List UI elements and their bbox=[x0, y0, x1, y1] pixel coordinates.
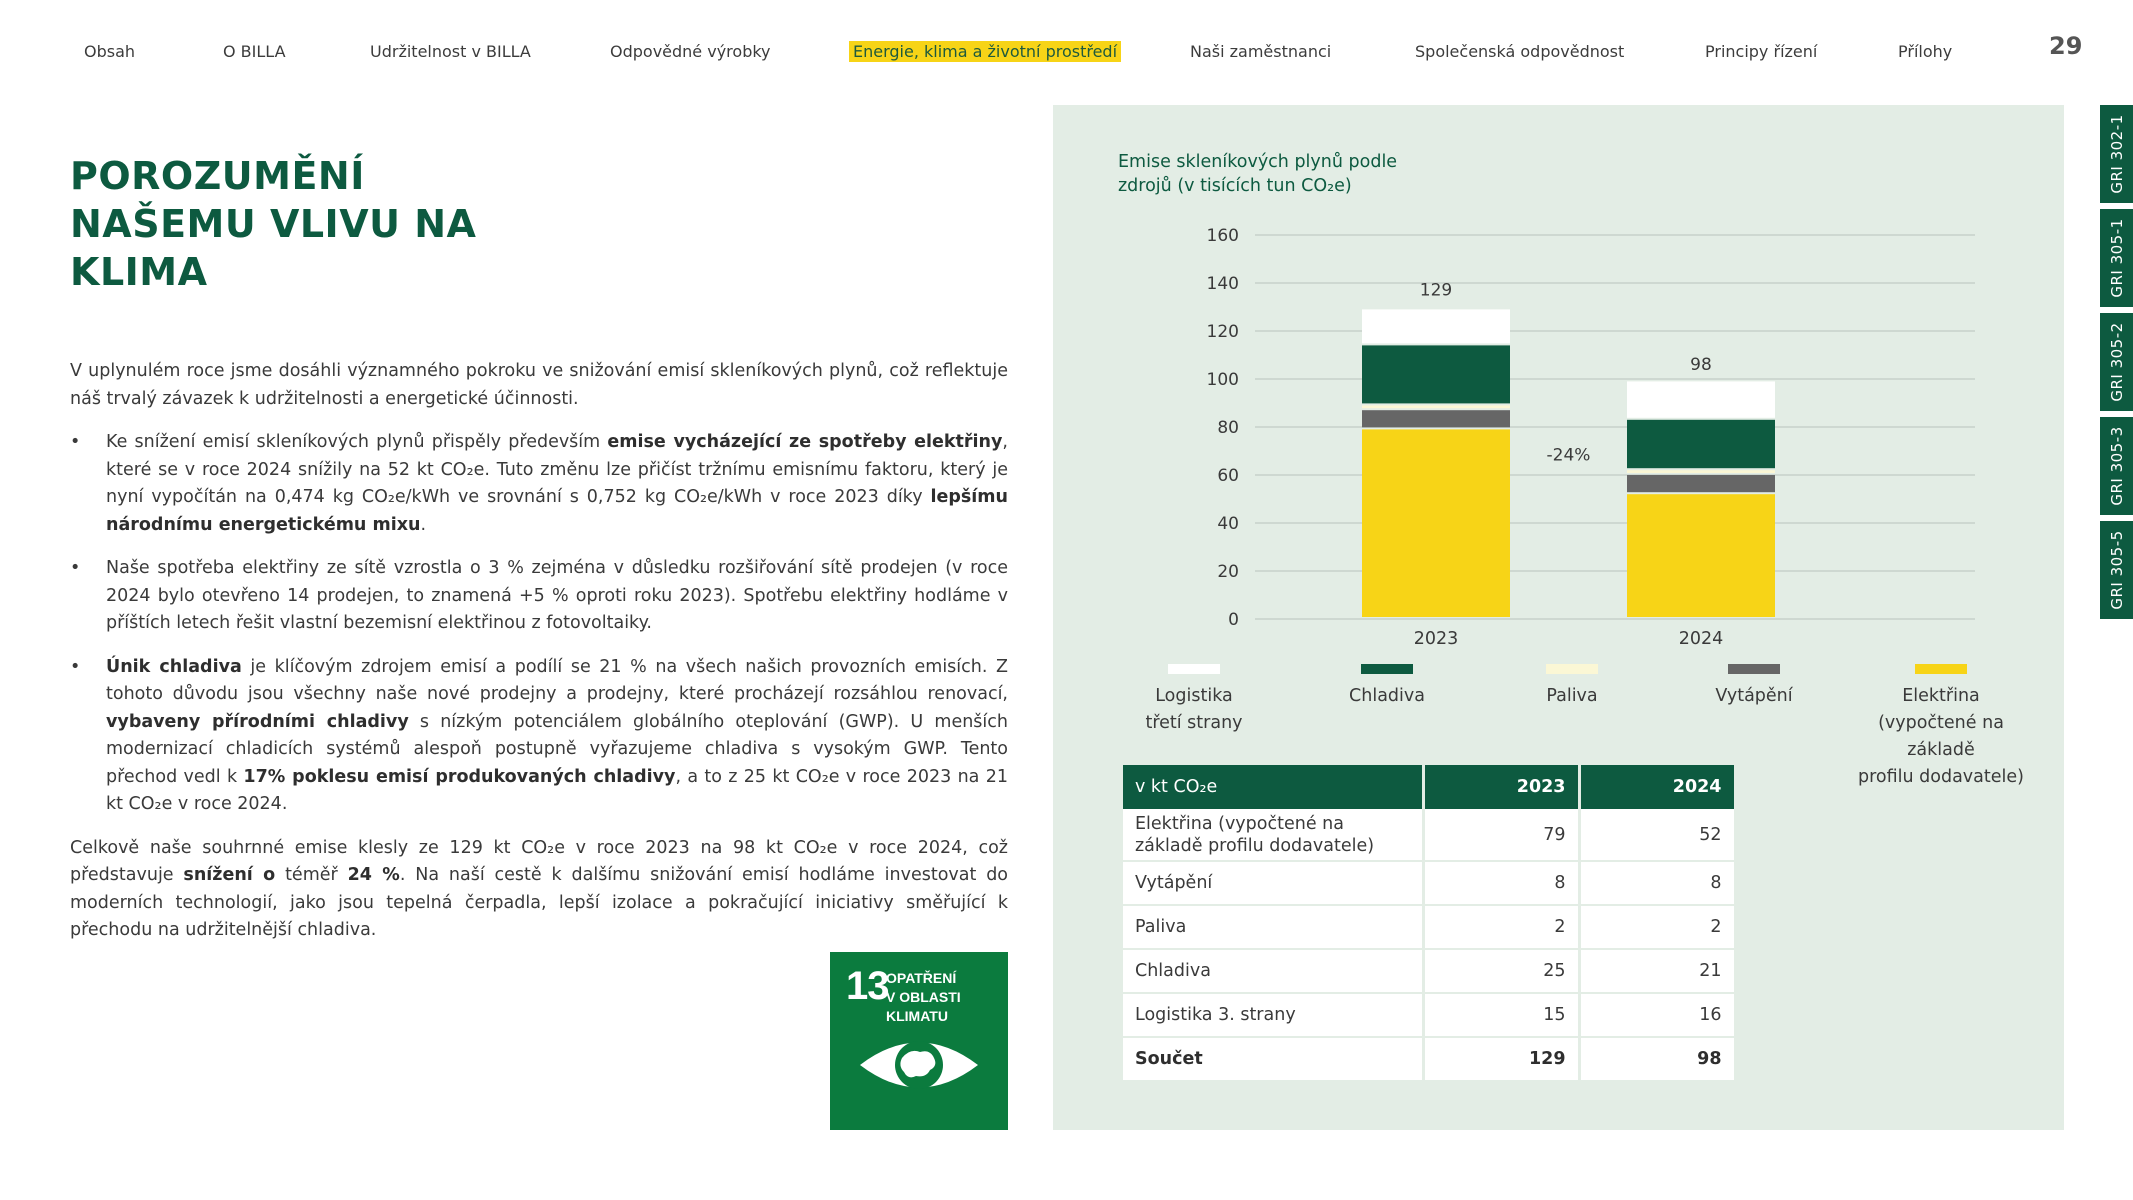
gri-tabs bbox=[2100, 105, 2133, 625]
chart-title-line: Emise skleníkových plynů podle bbox=[1118, 152, 1398, 172]
table-cell: Chladiva bbox=[1123, 949, 1423, 993]
table-row bbox=[1123, 1037, 1735, 1081]
sdg-label-line: V OBLASTI bbox=[886, 989, 961, 1005]
nav-item-prilohy[interactable]: Přílohy bbox=[1898, 42, 1953, 61]
y-tick-label: 60 bbox=[1217, 466, 1239, 486]
gri-tab-305-3[interactable] bbox=[2100, 417, 2133, 515]
bullet-refrigerants bbox=[70, 654, 1008, 819]
gri-tab-305-2[interactable] bbox=[2100, 313, 2133, 411]
intro-paragraph: V uplynulém roce jsme dosáhli významného pokroku ve snižování emisí skleníkových plynů, což reflektuje náš trvalý závazek k udržitelnosti a energetické účinnosti. bbox=[70, 361, 1008, 409]
change-annotation: -24% bbox=[1546, 445, 1591, 466]
table-cell: 21 bbox=[1579, 949, 1735, 993]
legend-swatch bbox=[1915, 664, 1967, 674]
table-cell: 2 bbox=[1579, 905, 1735, 949]
bar-segment bbox=[1362, 309, 1510, 343]
y-tick-label: 40 bbox=[1217, 514, 1239, 534]
gri-tab-label: GRI 305-5 bbox=[2107, 530, 2126, 610]
table-cell: 16 bbox=[1579, 993, 1735, 1037]
table-header: 2024 bbox=[1579, 765, 1735, 809]
bar-segment bbox=[1627, 475, 1775, 492]
y-tick-label: 160 bbox=[1206, 226, 1239, 246]
emissions-panel bbox=[1053, 105, 2064, 1130]
bullet-list bbox=[70, 429, 1008, 819]
text-run: , a to z 25 kt CO₂e v roce 2023 na 21 kt CO₂e v roce 2024. bbox=[106, 766, 1008, 814]
table-cell: 25 bbox=[1423, 949, 1579, 993]
bar-segment bbox=[1362, 410, 1510, 427]
bar-segment bbox=[1627, 470, 1775, 473]
text-run: Celkově naše souhrnné emise klesly ze 129 kt CO₂e v roce 2023 na 98 kt CO₂e v roce 2024, což představuje bbox=[70, 837, 1008, 885]
text-run: . bbox=[420, 514, 427, 535]
legend-swatch bbox=[1546, 664, 1598, 674]
gri-tab-label: GRI 305-3 bbox=[2107, 426, 2126, 506]
title-line: NAŠEMU VLIVU NA bbox=[70, 202, 477, 246]
legend-swatch bbox=[1168, 664, 1220, 674]
bold-run: 24 % bbox=[347, 865, 400, 885]
y-tick-label: 20 bbox=[1217, 562, 1239, 582]
table-cell: Logistika 3. strany bbox=[1123, 993, 1423, 1037]
emissions-table bbox=[1123, 765, 1737, 1082]
chart-title-line: zdrojů (v tisících tun CO₂e) bbox=[1118, 176, 1352, 196]
eye-earth-icon bbox=[858, 1034, 980, 1096]
nav-item-spolecenska-odpovednost[interactable]: Společenská odpovědnost bbox=[1415, 42, 1625, 61]
bar-segment bbox=[1627, 494, 1775, 617]
text-run: . Na naší cestě k dalšímu snižování emisí hodláme investovat do moderních technologií, jako jsou tepelná čerpadla, lepší izolace a pokračující iniciativy směřující k přechodu na udržitelnější chladiva. bbox=[70, 865, 1009, 940]
bar-segment bbox=[1627, 420, 1775, 468]
text-run: Ke snížení emisí skleníkových plynů přispěly především bbox=[106, 432, 608, 452]
table-cell: 8 bbox=[1423, 861, 1579, 905]
nav-item-udrzitelnost[interactable]: Udržitelnost v BILLA bbox=[370, 42, 531, 61]
y-tick-label: 0 bbox=[1228, 610, 1239, 630]
bullet-grid-consumption: • Naše spotřeba elektřiny ze sítě vzrostla o 3 % zejména v důsledku rozšiřování sítě prodejen (v roce 2024 bylo otevřeno 14 prodejen, to znamená +5 % oproti roku 2023). Spotřebu elektřiny hodláme v příštích letech řešit vlastní bezemisní elektřinou z fotovoltaiky. bbox=[70, 555, 1008, 638]
bold-run: Únik chladiva bbox=[106, 656, 242, 677]
gri-tab-label: GRI 302-1 bbox=[2107, 114, 2126, 194]
table-cell: Paliva bbox=[1123, 905, 1423, 949]
gri-tab-label: GRI 305-1 bbox=[2107, 218, 2126, 298]
nav-item-odpovedne-vyrobky[interactable]: Odpovědné výrobky bbox=[610, 42, 771, 61]
nav-item-obsah[interactable]: Obsah bbox=[84, 42, 136, 61]
legend-label: Paliva bbox=[1546, 686, 1598, 706]
table-header: 2023 bbox=[1423, 765, 1579, 809]
y-tick-label: 80 bbox=[1217, 418, 1239, 438]
table-cell: Elektřina (vypočtené na základě profilu dodavatele) bbox=[1123, 809, 1423, 861]
bar-segment bbox=[1627, 381, 1775, 417]
bold-run: 17% poklesu emisí produkovaných chladivy bbox=[243, 766, 676, 787]
legend-label: Elektřina (vypočtené na základě profilu dodavatele) bbox=[1858, 686, 2024, 787]
bold-run: snížení o bbox=[183, 865, 276, 885]
gri-tab-305-5[interactable] bbox=[2100, 521, 2133, 619]
legend-label: Logistika třetí strany bbox=[1145, 686, 1243, 733]
y-tick-label: 100 bbox=[1206, 370, 1239, 390]
nav-item-energie-klima[interactable]: Energie, klima a životní prostředí bbox=[849, 41, 1121, 62]
body-text bbox=[70, 358, 1008, 961]
bold-run: lepšímu národnímu energetickému mixu bbox=[106, 487, 1008, 535]
sdg-label-line: OPATŘENÍ bbox=[886, 970, 957, 986]
gri-tab-label: GRI 305-2 bbox=[2107, 322, 2126, 402]
sdg-number: 13 bbox=[846, 964, 889, 1008]
text-run: s nízkým potenciálem globálního oteplování (GWP). U menších modernizací chladicích systémů alespoň postupně vyřazujeme chladiva s vysokým GWP. Tento přechod vedl k bbox=[106, 711, 1008, 787]
legend-label: Vytápění bbox=[1715, 686, 1793, 706]
table-cell: Součet bbox=[1123, 1037, 1423, 1081]
table-row bbox=[1123, 949, 1735, 993]
sdg-label bbox=[886, 969, 961, 1026]
nav-item-o-billa[interactable]: O BILLA bbox=[223, 42, 286, 61]
bold-run: emise vycházející ze spotřeby elektřiny bbox=[607, 432, 1003, 452]
table-cell: 52 bbox=[1579, 809, 1735, 861]
table-cell: Vytápění bbox=[1123, 861, 1423, 905]
emissions-bar-chart bbox=[1053, 105, 2064, 665]
text-run: téměř bbox=[275, 865, 348, 885]
y-tick-label: 140 bbox=[1206, 274, 1239, 294]
page-title bbox=[70, 152, 476, 296]
page-number: 29 bbox=[2049, 32, 2083, 60]
legend-swatch bbox=[1361, 664, 1413, 674]
title-line: POROZUMĚNÍ bbox=[70, 154, 365, 198]
table-cell: 129 bbox=[1423, 1037, 1579, 1081]
bar-segment bbox=[1362, 429, 1510, 617]
bullet-electricity bbox=[70, 429, 1008, 539]
table-cell: 8 bbox=[1579, 861, 1735, 905]
top-navigation bbox=[0, 40, 2133, 70]
table-row bbox=[1123, 905, 1735, 949]
closing-paragraph bbox=[70, 835, 1008, 945]
bar-segment bbox=[1362, 345, 1510, 403]
nav-item-zamestnanci[interactable]: Naši zaměstnanci bbox=[1190, 42, 1332, 61]
gri-tab-302-1[interactable] bbox=[2100, 105, 2133, 203]
sdg-13-badge[interactable] bbox=[830, 952, 1008, 1130]
table-cell: 15 bbox=[1423, 993, 1579, 1037]
table-cell: 98 bbox=[1579, 1037, 1735, 1081]
gri-tab-305-1[interactable] bbox=[2100, 209, 2133, 307]
table-row bbox=[1123, 993, 1735, 1037]
y-tick-label: 120 bbox=[1206, 322, 1239, 342]
table-cell: 2 bbox=[1423, 905, 1579, 949]
table-row bbox=[1123, 809, 1735, 861]
table-header: v kt CO₂e bbox=[1123, 765, 1423, 809]
sdg-label-line: KLIMATU bbox=[886, 1008, 948, 1024]
table-cell: 79 bbox=[1423, 809, 1579, 861]
legend-label: Chladiva bbox=[1349, 686, 1425, 706]
title-line: KLIMA bbox=[70, 250, 208, 294]
bold-run: vybaveny přírodními chladivy bbox=[106, 711, 409, 732]
legend-swatch bbox=[1728, 664, 1780, 674]
table-header-row bbox=[1123, 765, 1735, 809]
text-run: , které se v roce 2024 snížily na 52 kt CO₂e. Tuto změnu lze přičíst tržnímu emisnímu faktoru, který je nyní vypočítán na 0,474 kg CO₂e/kWh ve srovnání s 0,752 kg CO₂e/kWh v roce 2023 díky bbox=[106, 432, 1008, 507]
x-tick-label: 2024 bbox=[1678, 629, 1724, 649]
x-tick-label: 2023 bbox=[1413, 629, 1459, 649]
bar-total-label: 129 bbox=[1419, 280, 1453, 301]
table-row bbox=[1123, 861, 1735, 905]
nav-item-principy-rizeni[interactable]: Principy řízení bbox=[1705, 42, 1818, 61]
text-run: je klíčovým zdrojem emisí a podílí se 21 % na všech našich provozních emisích. Z tohoto důvodu jsou všechny naše nové prodejny a prodejny, které procházejí rozsáhlou renovací, bbox=[106, 656, 1009, 704]
bar-segment bbox=[1362, 405, 1510, 408]
bar-total-label: 98 bbox=[1690, 354, 1712, 375]
